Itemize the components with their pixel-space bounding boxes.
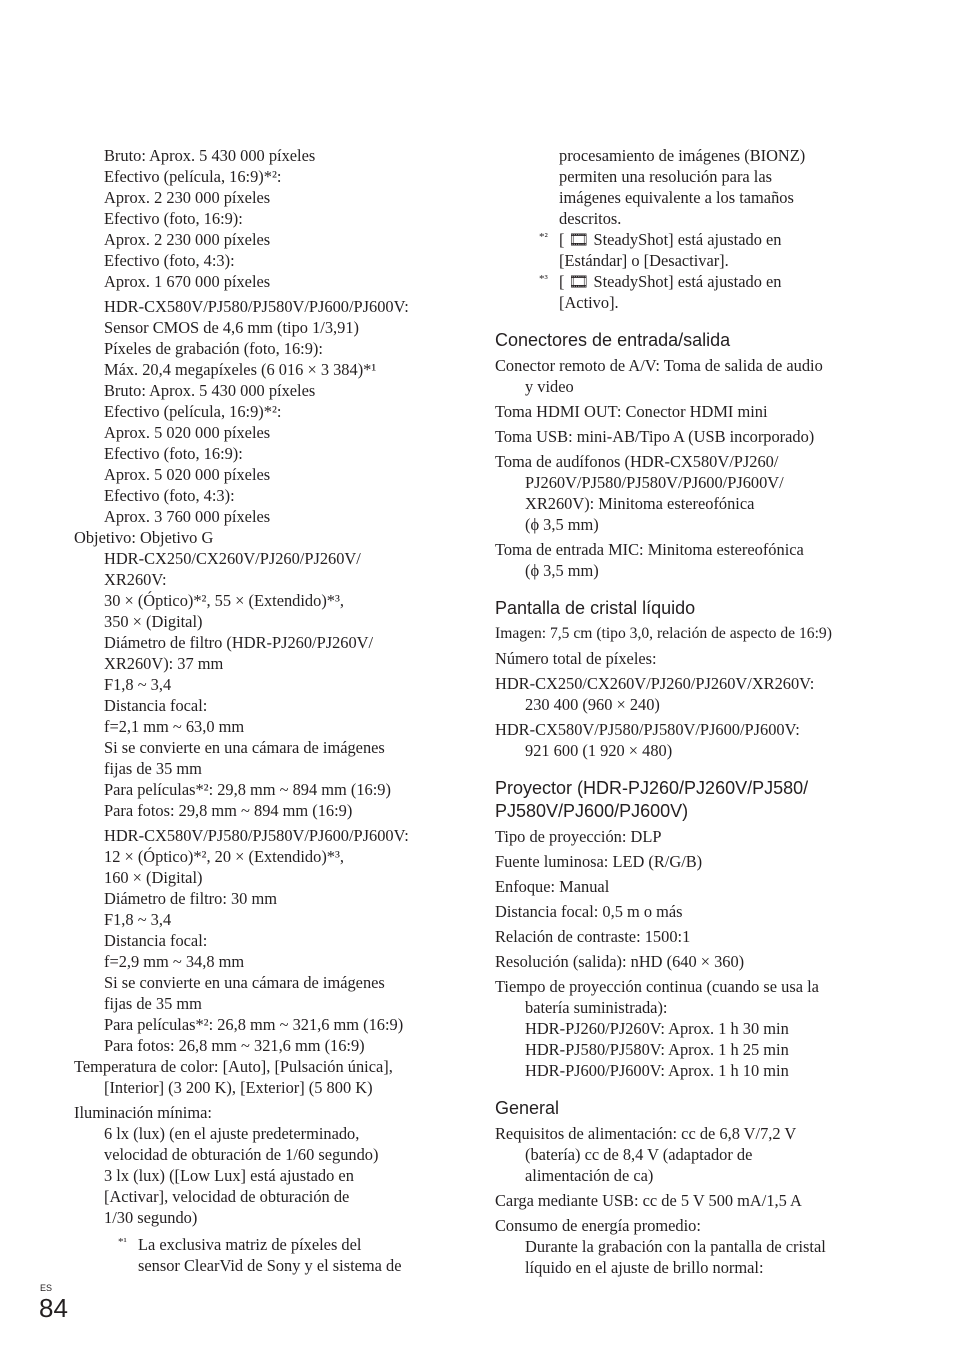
text-line: Enfoque: Manual [495, 877, 610, 896]
projector-list [495, 826, 875, 1081]
text-line: Aprox. 2 230 000 píxeles [104, 230, 271, 249]
text-line: [Activar], velocidad de obturación de [104, 1187, 350, 1206]
text-line: HDR-CX580V/PJ580/PJ580V/PJ600/PJ600V: [104, 297, 409, 316]
text-line: [Activo]. [559, 293, 619, 312]
text-line: Número total de píxeles: [495, 649, 657, 668]
text-line: 30 × (Óptico)*², 55 × (Extendido)*³, [104, 591, 344, 610]
text-line: velocidad de obturación de 1/60 segundo) [104, 1145, 379, 1164]
image-sensor-spec-cx250 [74, 145, 474, 292]
footnote-2 [495, 229, 875, 271]
text-line: XR260V): 37 mm [104, 654, 224, 673]
text-line: Toma USB: mini-AB/Tipo A (USB incorporado) [495, 427, 815, 446]
lens-spec [74, 527, 474, 821]
text-line: fijas de 35 mm [104, 994, 202, 1013]
text-line: Relación de contraste: 1500:1 [495, 927, 691, 946]
text-line: Toma de audífonos (HDR-CX580V/PJ260/ [495, 452, 779, 471]
text-line: HDR-PJ260/PJ260V: Aprox. 1 h 30 min [525, 1019, 789, 1038]
text-line: Iluminación mínima: [74, 1103, 212, 1122]
text-line: Para películas*²: 26,8 mm ~ 321,6 mm (16:9) [104, 1015, 404, 1034]
text-line: Fuente luminosa: LED (R/G/B) [495, 852, 703, 871]
footnote-marker: *¹ [118, 1236, 127, 1248]
text-line: XR260V: [104, 570, 167, 589]
text-line: 6 lx (lux) (en el ajuste predeterminado, [104, 1124, 360, 1143]
text-line: 3 lx (lux) ([Low Lux] está ajustado en [104, 1166, 354, 1185]
text-line: Máx. 20,4 megapíxeles (6 016 × 3 384)*¹ [104, 360, 377, 379]
text-line: Aprox. 5 020 000 píxeles [104, 465, 271, 484]
text-line: Para fotos: 26,8 mm ~ 321,6 mm (16:9) [104, 1036, 365, 1055]
text-line: Si se convierte en una cámara de imágenes [104, 973, 385, 992]
text-line: Diámetro de filtro (HDR-PJ260/PJ260V/ [104, 633, 374, 652]
text-line: 350 × (Digital) [104, 612, 203, 631]
text-line: Tiempo de proyección continua (cuando se usa la [495, 977, 819, 996]
text-line: Distancia focal: [104, 696, 208, 715]
text-line: Toma HDMI OUT: Conector HDMI mini [495, 402, 768, 421]
text-line: Efectivo (foto, 4:3): [104, 251, 235, 270]
text-line: F1,8 ~ 3,4 [104, 910, 172, 929]
text-line: F1,8 ~ 3,4 [104, 675, 172, 694]
text-line: HDR-PJ580/PJ580V: Aprox. 1 h 25 min [525, 1040, 789, 1059]
text-line: [ 🎞 SteadyShot] está ajustado en [559, 272, 782, 291]
text-line: Efectivo (foto, 4:3): [104, 486, 235, 505]
text-line: descritos. [559, 209, 622, 228]
text-line: 921 600 (1 920 × 480) [525, 741, 673, 760]
text-line: Carga mediante USB: cc de 5 V 500 mA/1,5 A [495, 1191, 802, 1210]
text-line: Objetivo: Objetivo G [74, 528, 214, 547]
text-line: Efectivo (foto, 16:9): [104, 209, 243, 228]
footnote-marker: *³ [539, 273, 548, 285]
page-number: 84 [39, 1293, 68, 1323]
text-line: [ 🎞 SteadyShot] está ajustado en [559, 230, 782, 249]
text-line: Aprox. 2 230 000 píxeles [104, 188, 271, 207]
text-line: Aprox. 5 020 000 píxeles [104, 423, 271, 442]
text-line: [Interior] (3 200 K), [Exterior] (5 800 K) [104, 1078, 373, 1097]
text-line: HDR-PJ600/PJ600V: Aprox. 1 h 10 min [525, 1061, 789, 1080]
text-line: Consumo de energía promedio: [495, 1216, 701, 1235]
text-line: Efectivo (foto, 16:9): [104, 444, 243, 463]
text-line: HDR-CX250/CX260V/PJ260/PJ260V/XR260V: [495, 674, 815, 693]
section-heading-lcd: Pantalla de cristal líquido [495, 598, 696, 618]
text-line: Bruto: Aprox. 5 430 000 píxeles [104, 381, 316, 400]
left-column [74, 145, 474, 1276]
text-line: f=2,9 mm ~ 34,8 mm [104, 952, 245, 971]
text-line: Aprox. 3 760 000 píxeles [104, 507, 271, 526]
text-line: imágenes equivalente a los tamaños [559, 188, 794, 207]
text-line: PJ260V/PJ580/PJ580V/PJ600/PJ600V/ [525, 473, 784, 492]
text-line: Efectivo (película, 16:9)*²: [104, 402, 282, 421]
text-line: (ϕ 3,5 mm) [525, 515, 599, 534]
section-heading-projector-cont: PJ580V/PJ600/PJ600V) [495, 801, 689, 821]
text-line: Distancia focal: [104, 931, 208, 950]
text-line: Temperatura de color: [Auto], [Pulsación única], [74, 1057, 393, 1076]
right-column [495, 145, 875, 1278]
text-line: XR260V): Minitoma estereofónica [525, 494, 755, 513]
text-line: f=2,1 mm ~ 63,0 mm [104, 717, 245, 736]
text-line: 1/30 segundo) [104, 1208, 198, 1227]
image-sensor-spec-cx580 [74, 296, 474, 527]
text-line: HDR-CX580V/PJ580/PJ580V/PJ600/PJ600V: [495, 720, 800, 739]
text-line: procesamiento de imágenes (BIONZ) [559, 146, 806, 165]
text-line: Requisitos de alimentación: cc de 6,8 V/7,2 V [495, 1124, 797, 1143]
text-line: Diámetro de filtro: 30 mm [104, 889, 277, 908]
section-heading-general: General [495, 1098, 560, 1118]
text-line: Resolución (salida): nHD (640 × 360) [495, 952, 745, 971]
text-line: (ϕ 3,5 mm) [525, 561, 599, 580]
text-line: sensor ClearVid de Sony y el sistema de [138, 1256, 402, 1275]
page-language: ES [40, 1283, 53, 1293]
text-line: Si se convierte en una cámara de imágenes [104, 738, 385, 757]
footnote-marker: *² [539, 231, 548, 243]
text-line: HDR-CX580V/PJ580/PJ580V/PJ600/PJ600V: [104, 826, 409, 845]
footnote-1 [74, 1234, 474, 1276]
text-line: 160 × (Digital) [104, 868, 203, 887]
text-line: Efectivo (película, 16:9)*²: [104, 167, 282, 186]
connectors-list [495, 355, 875, 581]
text-line: líquido en el ajuste de brillo normal: [525, 1258, 764, 1277]
text-line: Durante la grabación con la pantalla de cristal [525, 1237, 826, 1256]
text-line: [Estándar] o [Desactivar]. [559, 251, 729, 270]
text-line: batería suministrada): [525, 998, 668, 1017]
text-line: HDR-CX250/CX260V/PJ260/PJ260V/ [104, 549, 361, 568]
text-line: Aprox. 1 670 000 píxeles [104, 272, 271, 291]
color-temperature-spec [74, 1056, 474, 1098]
text-line: Imagen: 7,5 cm (tipo 3,0, relación de aspecto de 16:9) [495, 625, 832, 642]
text-line: y video [525, 377, 574, 396]
text-line: permiten una resolución para las [559, 167, 772, 186]
text-line: Bruto: Aprox. 5 430 000 píxeles [104, 146, 316, 165]
lens-spec-cx580 [74, 825, 474, 1056]
text-line: Sensor CMOS de 4,6 mm (tipo 1/3,91) [104, 318, 359, 337]
text-line: Para fotos: 29,8 mm ~ 894 mm (16:9) [104, 801, 353, 820]
text-line: 12 × (Óptico)*², 20 × (Extendido)*³, [104, 847, 344, 866]
general-list [495, 1123, 875, 1278]
minimum-illumination-spec [74, 1102, 474, 1228]
lcd-list [495, 623, 875, 761]
text-line: Para películas*²: 29,8 mm ~ 894 mm (16:9) [104, 780, 391, 799]
text-line: Toma de entrada MIC: Minitoma estereofónica [495, 540, 804, 559]
text-line: alimentación de ca) [525, 1166, 654, 1185]
text-line: Tipo de proyección: DLP [495, 827, 662, 846]
footnote-1-continued [495, 145, 875, 229]
footnote-3 [495, 271, 875, 313]
text-line: 230 400 (960 × 240) [525, 695, 660, 714]
text-line: La exclusiva matriz de píxeles del [138, 1235, 362, 1254]
text-line: fijas de 35 mm [104, 759, 202, 778]
text-line: (batería) cc de 8,4 V (adaptador de [525, 1145, 753, 1164]
text-line: Conector remoto de A/V: Toma de salida de audio [495, 356, 823, 375]
text-line: Píxeles de grabación (foto, 16:9): [104, 339, 323, 358]
section-heading-connectors: Conectores de entrada/salida [495, 330, 731, 350]
section-heading-projector: Proyector (HDR-PJ260/PJ260V/PJ580/ [495, 778, 809, 798]
text-line: Distancia focal: 0,5 m o más [495, 902, 683, 921]
